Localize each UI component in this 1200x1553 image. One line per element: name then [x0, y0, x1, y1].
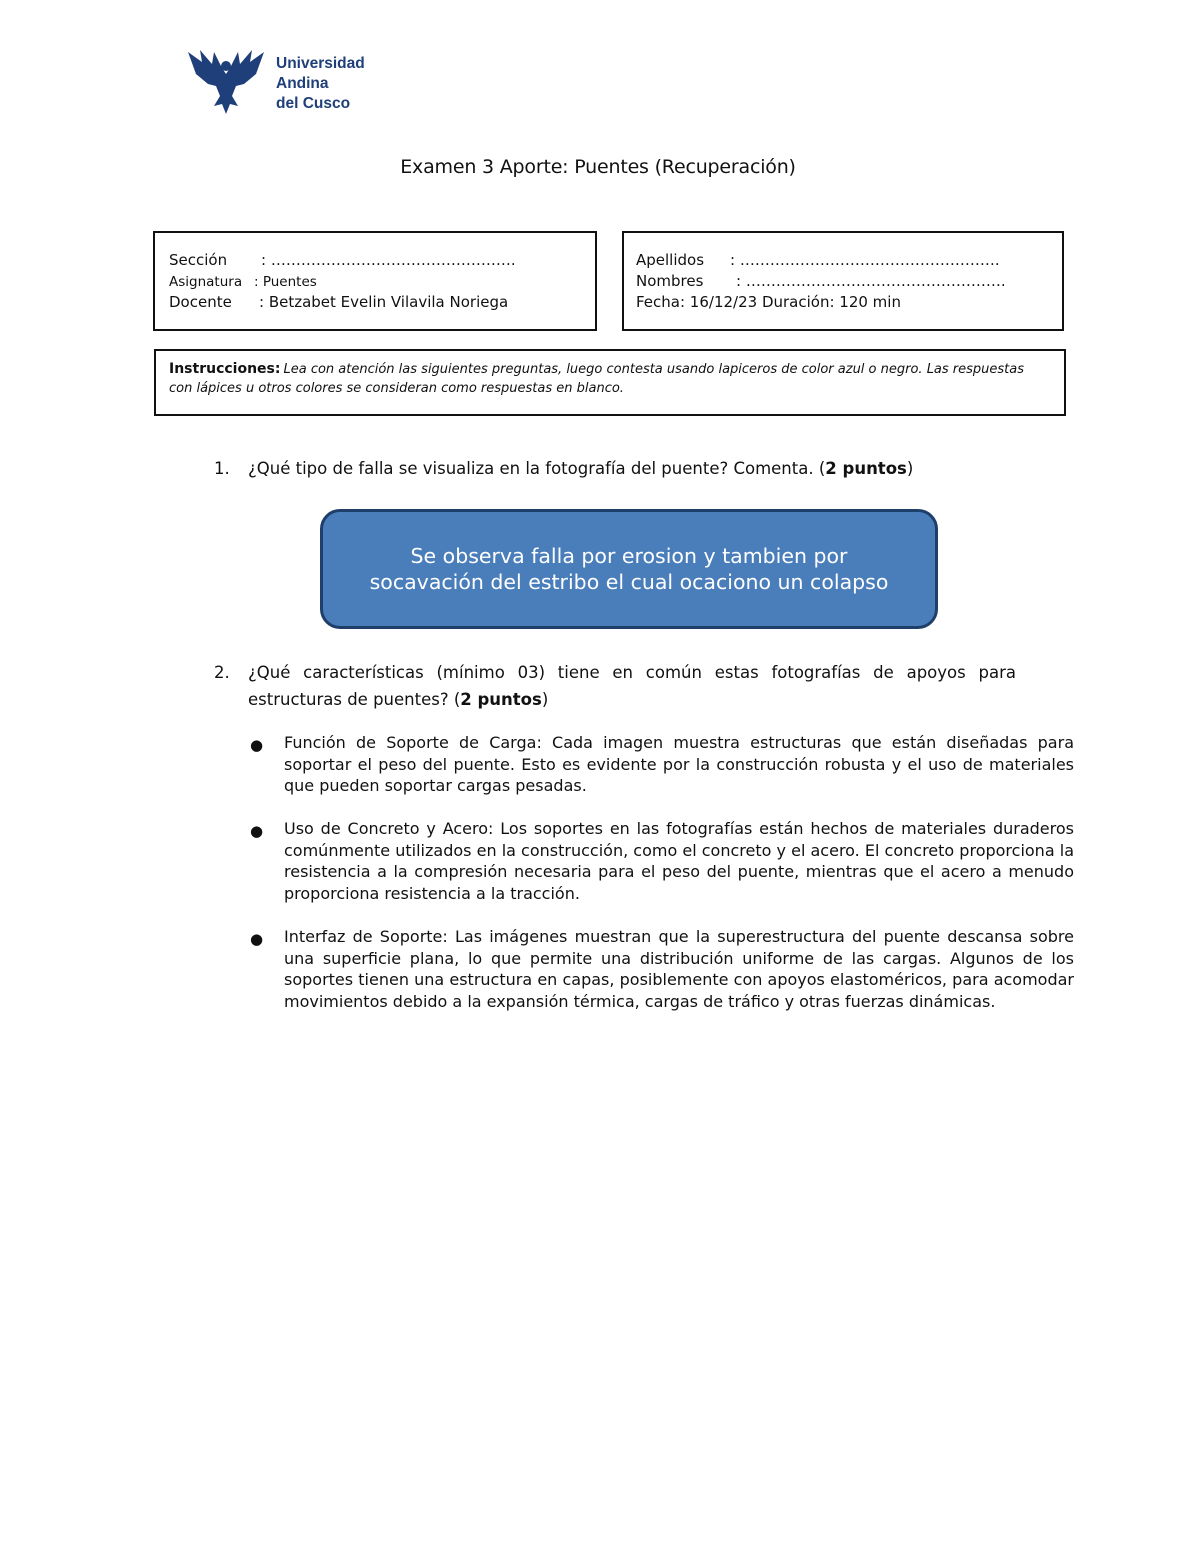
- bullet-2-text: Uso de Concreto y Acero: Los soportes en las fotografías están hechos de materiales duraderos comúnmente utilizados en la construcción, como el concreto y el acero. El concreto proporciona la resistencia a la compresión necesaria para el peso del puente, mientras que el acero a menudo proporciona resistencia a la tracción.: [284, 819, 1074, 903]
- question-2-close: ): [541, 690, 549, 709]
- question-1-close: ): [906, 459, 914, 478]
- instructions-text: [169, 360, 1049, 398]
- question-2-line-2: estructuras de puentes? (: [248, 690, 461, 709]
- question-2-line-1: ¿Qué características (mínimo 03) tiene en común estas fotografías de apoyos para: [248, 663, 1016, 682]
- question-2-points: 2 puntos: [460, 690, 542, 709]
- logo-line-1: Universidad: [276, 55, 365, 72]
- instructions-box: [154, 349, 1066, 416]
- docente-field: [169, 293, 508, 311]
- question-2-line-2-wrap: [248, 690, 548, 709]
- bullet-1-marker: ●: [250, 736, 264, 754]
- nombres-label: Nombres: [636, 272, 704, 290]
- logo-wordmark: [276, 54, 365, 114]
- question-2-number: 2.: [214, 663, 230, 682]
- bullet-2-marker: ●: [250, 822, 264, 840]
- bullet-3-text: Interfaz de Soporte: Las imágenes muestran que la superestructura del puente descansa sobre una superficie plana, lo que permite una distribución uniforme de las cargas. Algunos de los soportes tienen una estructura en capas, posiblemente con apoyos elastoméricos, para acomodar movimientos debido a la expansión térmica, cargas de tráfico y otras fuerzas dinámicas.: [284, 927, 1074, 1011]
- asignatura-label: Asignatura: [169, 274, 243, 290]
- logo-line-2: Andina: [276, 75, 329, 92]
- logo-line-3: del Cusco: [276, 95, 351, 112]
- question-1-points: 2 puntos: [825, 459, 907, 478]
- nombres-value: : …………………………………………….: [736, 272, 1006, 290]
- docente-label: Docente: [169, 293, 232, 311]
- answer-1-box: [320, 509, 938, 629]
- instructions-label: Instrucciones:: [169, 361, 281, 377]
- course-info-box: [153, 231, 597, 331]
- seccion-value: : ………………………………………….: [261, 251, 516, 269]
- answer-1-text: Se observa falla por erosion y tambien por socavación del estribo el cual ocaciono un colapso: [369, 544, 889, 594]
- university-logo: [186, 44, 386, 118]
- apellidos-value: : …………………………………………….: [730, 251, 1000, 269]
- exam-title: Examen 3 Aporte: Puentes (Recuperación): [400, 156, 796, 178]
- question-1-text: [248, 459, 913, 478]
- instructions-body: Lea con atención las siguientes preguntas, luego contesta usando lapiceros de color azul o negro. Las respuestas con lápices u otros colores se consideran como respuestas en blanco.: [169, 362, 1025, 396]
- apellidos-field: [636, 251, 1000, 269]
- seccion-field: [169, 251, 516, 269]
- apellidos-label: Apellidos: [636, 251, 705, 269]
- student-info-box: [622, 231, 1064, 331]
- asignatura-field: [169, 274, 317, 290]
- question-1-number: 1.: [214, 459, 230, 478]
- condor-emblem-icon: [186, 44, 266, 116]
- nombres-field: [636, 272, 1006, 290]
- seccion-label: Sección: [169, 251, 228, 269]
- fecha-duracion-field: Fecha: 16/12/23 Duración: 120 min: [636, 293, 901, 311]
- docente-value: : Betzabet Evelin Vilavila Noriega: [259, 293, 509, 311]
- bullet-1-text: Función de Soporte de Carga: Cada imagen muestra estructuras que están diseñadas para soportar el peso del puente. Esto es evidente por la construcción robusta y el uso de materiales que pueden soportar cargas pesadas.: [284, 733, 1074, 795]
- bullet-3-marker: ●: [250, 930, 264, 948]
- asignatura-value: : Puentes: [254, 274, 317, 290]
- question-1-body: ¿Qué tipo de falla se visualiza en la fotografía del puente? Comenta. (: [248, 459, 826, 478]
